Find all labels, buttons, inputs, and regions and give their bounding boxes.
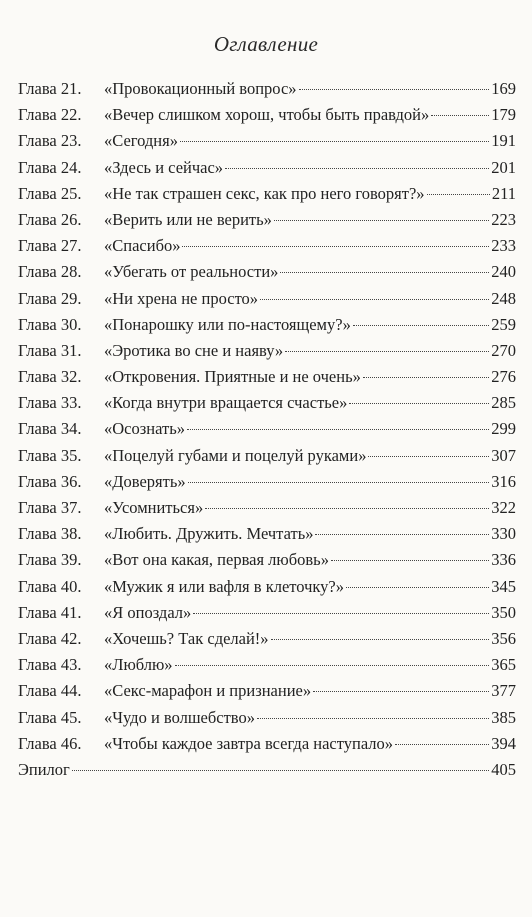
chapter-title: «Я опоздал» xyxy=(104,602,192,622)
toc-entry[interactable] xyxy=(18,652,516,678)
chapter-label: Глава 43. xyxy=(18,655,82,675)
chapter-title: «Чтобы каждое завтра всегда наступало» xyxy=(104,733,394,753)
chapter-title: «Люблю» xyxy=(104,655,173,675)
dot-leader xyxy=(346,587,489,588)
chapter-title: «Когда внутри вращается счастье» xyxy=(104,393,348,413)
page-number: 330 xyxy=(491,524,516,544)
dot-leader xyxy=(353,325,489,326)
toc-entry[interactable] xyxy=(18,286,516,312)
page-number: 240 xyxy=(491,262,516,282)
chapter-title: «Понарошку или по-настоящему?» xyxy=(104,314,351,334)
page-number: 211 xyxy=(491,183,516,203)
toc-entry[interactable] xyxy=(18,626,516,652)
dot-leader xyxy=(182,246,489,247)
chapter-label: Эпилог xyxy=(18,759,70,779)
chapter-title: «Секс-марафон и признание» xyxy=(104,681,312,701)
toc-entry[interactable] xyxy=(18,259,516,285)
toc-entry[interactable] xyxy=(18,443,516,469)
chapter-title: «Откровения. Приятные и не очень» xyxy=(104,367,361,387)
chapter-title: «Эротика во сне и наяву» xyxy=(104,340,284,360)
dot-leader xyxy=(368,456,489,457)
page-number: 322 xyxy=(491,498,516,517)
dot-leader xyxy=(431,115,489,116)
chapter-title: «Доверять» xyxy=(104,471,186,491)
page-number: 394 xyxy=(491,733,516,753)
page-number: 191 xyxy=(491,131,516,151)
page-number: 356 xyxy=(491,628,516,648)
page-number: 345 xyxy=(491,576,516,596)
page-number: 259 xyxy=(491,314,516,334)
chapter-label: Глава 22. xyxy=(18,105,82,125)
dot-leader xyxy=(260,299,489,300)
chapter-label: Глава 42. xyxy=(18,628,82,648)
toc-entry[interactable] xyxy=(18,574,516,600)
dot-leader xyxy=(188,482,490,483)
chapter-label: Глава 26. xyxy=(18,209,82,229)
chapter-label: Глава 37. xyxy=(18,498,82,517)
chapter-label: Глава 44. xyxy=(18,681,82,701)
toc-entry[interactable] xyxy=(18,364,516,390)
toc-entry[interactable] xyxy=(18,600,516,626)
toc-entry[interactable] xyxy=(18,312,516,338)
chapter-label: Глава 25. xyxy=(18,183,82,203)
toc-entry[interactable] xyxy=(18,521,516,547)
page-number: 179 xyxy=(491,105,516,125)
chapter-label: Глава 24. xyxy=(18,157,82,177)
page-number: 169 xyxy=(491,79,516,98)
chapter-title: «Мужик я или вафля в клеточку?» xyxy=(104,576,344,596)
page-number: 385 xyxy=(491,707,516,727)
chapter-label: Глава 39. xyxy=(18,550,82,570)
chapter-label: Глава 27. xyxy=(18,236,82,256)
toc-entry[interactable] xyxy=(18,207,516,233)
page-number: 307 xyxy=(491,445,516,465)
toc-entry[interactable] xyxy=(18,469,516,495)
chapter-label: Глава 30. xyxy=(18,314,82,334)
page-number: 299 xyxy=(491,419,516,439)
chapter-title: «Любить. Дружить. Мечтать» xyxy=(104,524,314,544)
dot-leader xyxy=(180,141,489,142)
dot-leader xyxy=(271,639,490,640)
chapter-title: «Не так страшен секс, как про него говорят?» xyxy=(104,183,425,203)
chapter-title: «Ни хрена не просто» xyxy=(104,288,259,308)
dot-leader xyxy=(363,377,489,378)
table-of-contents xyxy=(18,76,516,783)
toc-entry[interactable] xyxy=(18,76,516,102)
chapter-title: «Сегодня» xyxy=(104,131,178,151)
toc-entry[interactable] xyxy=(18,731,516,757)
chapter-label: Глава 41. xyxy=(18,602,82,622)
chapter-label: Глава 35. xyxy=(18,445,82,465)
toc-entry[interactable] xyxy=(18,102,516,128)
dot-leader xyxy=(187,429,489,430)
page-number: 223 xyxy=(491,209,516,229)
chapter-title: «Верить или не верить» xyxy=(104,209,272,229)
chapter-title: «Вот она какая, первая любовь» xyxy=(104,550,329,570)
dot-leader xyxy=(193,613,489,614)
dot-leader xyxy=(257,718,489,719)
dot-leader xyxy=(315,534,489,535)
page-number: 201 xyxy=(491,157,516,177)
dot-leader xyxy=(175,665,490,666)
dot-leader xyxy=(331,560,489,561)
toc-entry[interactable] xyxy=(18,416,516,442)
page-number: 377 xyxy=(491,681,516,701)
chapter-label: Глава 33. xyxy=(18,393,82,413)
chapter-title: «Спасибо» xyxy=(104,236,181,256)
dot-leader xyxy=(427,194,490,195)
chapter-label: Глава 23. xyxy=(18,131,82,151)
page-number: 405 xyxy=(491,759,516,779)
chapter-title: «Усомниться» xyxy=(104,498,204,517)
chapter-label: Глава 21. xyxy=(18,79,82,98)
page-number: 365 xyxy=(491,655,516,675)
chapter-label: Глава 36. xyxy=(18,471,82,491)
page-number: 350 xyxy=(491,602,516,622)
toc-entry-epilog[interactable] xyxy=(18,757,516,783)
chapter-title: «Здесь и сейчас» xyxy=(104,157,224,177)
page-number: 276 xyxy=(491,367,516,387)
dot-leader xyxy=(72,770,489,771)
dot-leader xyxy=(395,744,489,745)
chapter-title: «Хочешь? Так сделай!» xyxy=(104,628,269,648)
toc-entry[interactable] xyxy=(18,495,516,521)
toc-entry[interactable] xyxy=(18,128,516,154)
toc-entry[interactable] xyxy=(18,233,516,259)
page-title: Оглавление xyxy=(213,32,319,56)
dot-leader xyxy=(313,691,489,692)
chapter-title: «Провокационный вопрос» xyxy=(104,79,297,98)
page-number: 316 xyxy=(491,471,516,491)
chapter-label: Глава 29. xyxy=(18,288,82,308)
page-number: 336 xyxy=(491,550,516,570)
chapter-label: Глава 38. xyxy=(18,524,82,544)
toc-entry[interactable] xyxy=(18,181,516,207)
dot-leader xyxy=(299,89,490,90)
dot-leader xyxy=(274,220,489,221)
page-number: 233 xyxy=(491,236,516,256)
page-number: 248 xyxy=(491,288,516,308)
page-number: 270 xyxy=(491,340,516,360)
toc-entry[interactable] xyxy=(18,705,516,731)
chapter-label: Глава 45. xyxy=(18,707,82,727)
chapter-title: «Чудо и волшебство» xyxy=(104,707,255,727)
dot-leader xyxy=(280,272,489,273)
dot-leader xyxy=(225,168,489,169)
chapter-title: «Убегать от реальности» xyxy=(104,262,279,282)
dot-leader xyxy=(285,351,489,352)
chapter-title: «Поцелуй губами и поцелуй руками» xyxy=(104,445,367,465)
page-number: 285 xyxy=(491,393,516,413)
chapter-label: Глава 28. xyxy=(18,262,82,282)
chapter-label: Глава 46. xyxy=(18,733,82,753)
chapter-label: Глава 31. xyxy=(18,340,82,360)
toc-entry[interactable] xyxy=(18,678,516,704)
chapter-label: Глава 32. xyxy=(18,367,82,387)
chapter-label: Глава 40. xyxy=(18,576,82,596)
toc-entry[interactable] xyxy=(18,155,516,181)
chapter-label: Глава 34. xyxy=(18,419,82,439)
toc-entry[interactable] xyxy=(18,338,516,364)
dot-leader xyxy=(349,403,489,404)
dot-leader xyxy=(205,508,489,509)
chapter-title: «Осознать» xyxy=(104,419,185,439)
toc-entry[interactable] xyxy=(18,390,516,416)
chapter-title: «Вечер слишком хорош, чтобы быть правдой» xyxy=(104,105,430,125)
toc-entry[interactable] xyxy=(18,547,516,573)
